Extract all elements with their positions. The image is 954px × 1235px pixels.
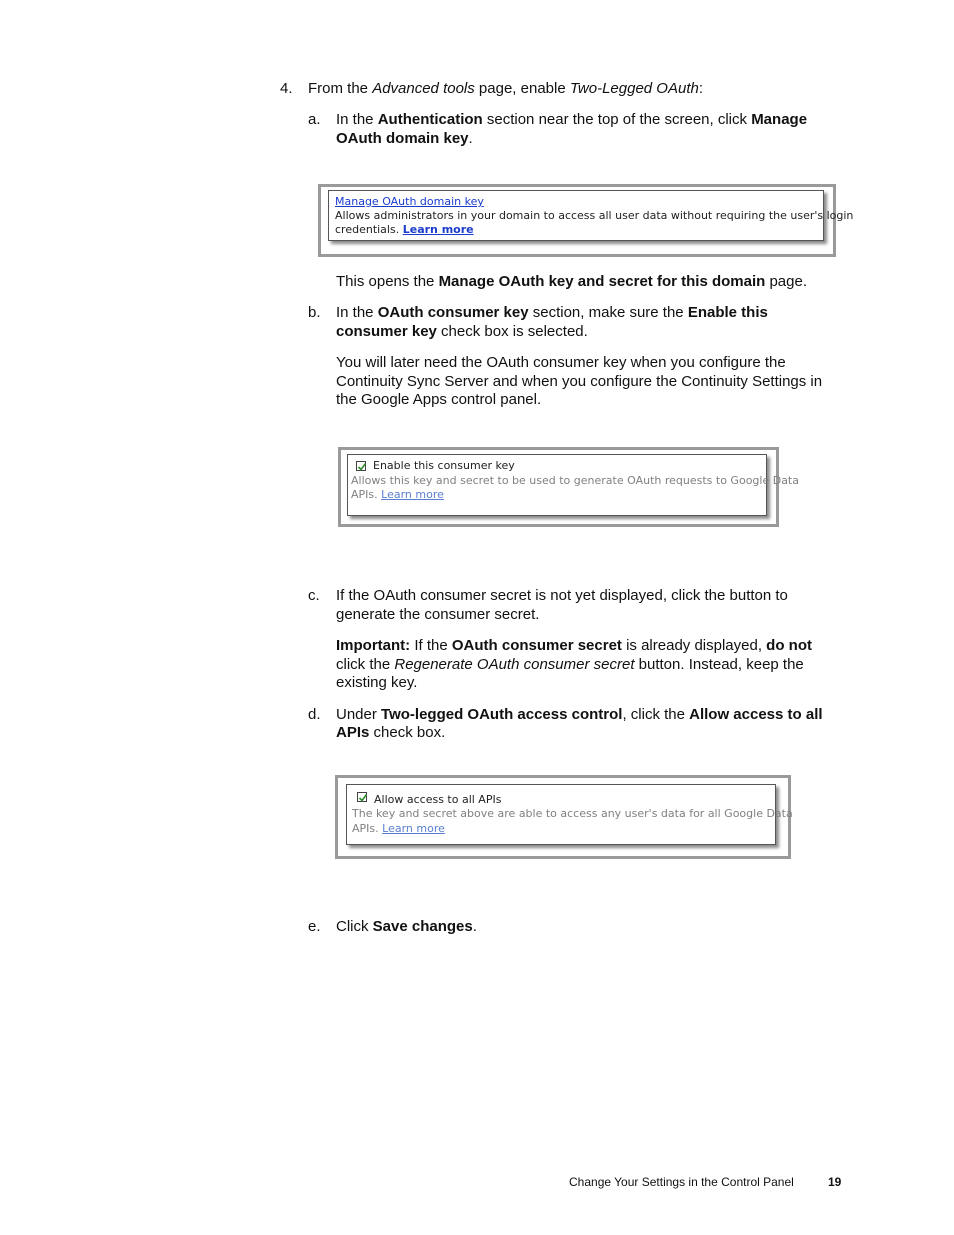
screenshot-allow-all-apis — [335, 775, 791, 859]
step-b-paragraph-line-1: You will later need the OAuth consumer key when you configure the — [336, 354, 786, 371]
step-b-paragraph-line-2: Continuity Sync Server and when you configure the Continuity Settings in — [336, 373, 823, 390]
substep-letter: e. — [308, 918, 321, 935]
substep-letter: b. — [308, 304, 321, 321]
substep-letter: c. — [308, 587, 320, 604]
important-note-line-1: Important: If the OAuth consumer secret is already displayed, do not — [336, 637, 812, 654]
screenshot-panel — [328, 190, 854, 241]
screenshot-panel — [346, 784, 793, 845]
screenshot-description-1: The key and secret above are able to access any user's data for all Google Data — [352, 807, 793, 820]
substep-letter: d. — [308, 706, 321, 723]
manage-oauth-domain-key-link[interactable]: Manage OAuth domain key — [335, 195, 484, 208]
step-4-text: From the Advanced tools page, enable Two-Legged OAuth: — [308, 80, 703, 97]
screenshot-description-2: APIs. Learn more — [352, 822, 445, 835]
screenshot-description-2: APIs. Learn more — [351, 488, 444, 501]
substep-letter: a. — [308, 111, 321, 128]
step-a-line-2: OAuth domain key. — [336, 130, 473, 147]
step-a-line-1: In the Authentication section near the top of the screen, click Manage — [336, 111, 808, 128]
footer-section-title: Change Your Settings in the Control Panel — [569, 1175, 794, 1189]
step-b-line-1: In the OAuth consumer key section, make sure the Enable this — [336, 304, 768, 321]
step-c-line-1: If the OAuth consumer secret is not yet displayed, click the button to — [336, 587, 788, 604]
screenshot-description-1: Allows this key and secret to be used to generate OAuth requests to Google Data — [351, 474, 799, 487]
screenshot-panel — [347, 454, 799, 516]
learn-more-link[interactable]: Learn more — [402, 223, 474, 236]
after-a-text: This opens the Manage OAuth key and secret for this domain page. — [336, 273, 808, 290]
step-c-line-2: generate the consumer secret. — [336, 606, 540, 623]
screenshot-enable-consumer-key — [338, 447, 799, 527]
important-note-line-3: existing key. — [336, 674, 418, 691]
learn-more-link[interactable]: Learn more — [382, 822, 445, 835]
page-number: 19 — [828, 1175, 842, 1189]
learn-more-link[interactable]: Learn more — [381, 488, 444, 501]
step-number: 4. — [280, 80, 293, 97]
important-note-line-2: click the Regenerate OAuth consumer secret button. Instead, keep the — [336, 656, 804, 673]
allow-all-apis-checkbox[interactable] — [357, 792, 367, 802]
step-d-line-2: APIs check box. — [336, 724, 446, 741]
screenshot-manage-oauth — [318, 184, 854, 257]
step-d-line-1: Under Two-legged OAuth access control, click the Allow access to all — [336, 706, 823, 723]
enable-consumer-key-checkbox[interactable] — [356, 461, 366, 471]
screenshot-description-2: credentials. Learn more — [335, 223, 474, 236]
step-e-text: Click Save changes. — [336, 918, 477, 935]
step-b-line-2: consumer key check box is selected. — [336, 323, 588, 340]
checkmark-icon — [358, 793, 368, 803]
enable-consumer-key-label: Enable this consumer key — [373, 459, 515, 472]
screenshot-description-1: Allows administrators in your domain to access all user data without requiring the user's login — [335, 209, 854, 222]
checkmark-icon — [357, 462, 367, 472]
step-b-paragraph-line-3: the Google Apps control panel. — [336, 391, 542, 408]
allow-all-apis-label: Allow access to all APIs — [374, 793, 502, 806]
